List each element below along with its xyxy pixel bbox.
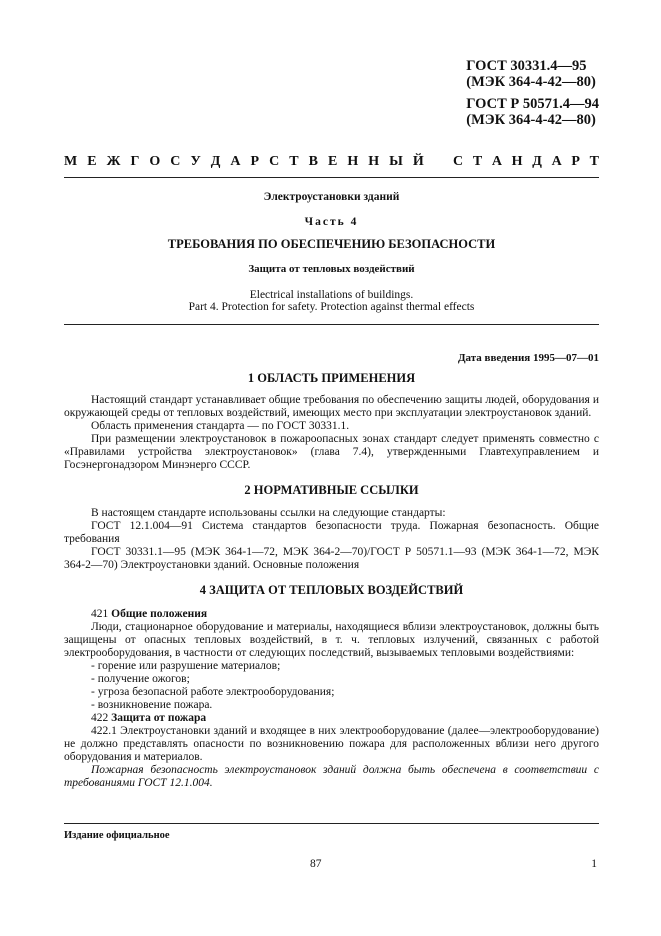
banner-letter: Е (327, 154, 338, 169)
banner-letter: С (170, 154, 181, 169)
title-rule (64, 324, 599, 325)
standard-designations (466, 58, 599, 128)
title-subject: Электроустановки зданий (263, 191, 400, 203)
clause-heading: Защита от пожара (111, 712, 207, 724)
banner-word-interstate (64, 155, 424, 168)
title-part: Часть 4 (304, 216, 359, 228)
official-edition-label: Издание официальное (64, 830, 170, 841)
header-rule (64, 177, 599, 178)
title-sub: Защита от тепловых воздействий (248, 263, 415, 275)
banner-letter: Т (589, 154, 599, 169)
banner-letter: А (551, 154, 562, 169)
standard-id: (МЭК 364-4-42—80) (466, 112, 596, 128)
banner-letter: Е (87, 154, 97, 169)
banner-letter: А (491, 154, 502, 169)
banner-letter: Р (571, 154, 580, 169)
clause-422-title (64, 712, 599, 725)
banner-letter: Т (289, 154, 299, 169)
banner-letter: Д (532, 154, 542, 169)
banner-letter: Ы (389, 154, 403, 169)
standard-id: (МЭК 364-4-42—80) (466, 74, 596, 90)
title-english-line2: Part 4. Protection for safety. Protection against thermal effects (188, 301, 475, 313)
section-4-heading: 4 ЗАЩИТА ОТ ТЕПЛОВЫХ ВОЗДЕЙСТВИЙ (199, 583, 464, 597)
banner-letter: В (308, 154, 318, 169)
introduction-date: Дата введения 1995—07—01 (457, 352, 599, 364)
banner-letter: Н (347, 154, 359, 169)
banner-letter: Н (511, 154, 523, 169)
section-1-paragraph: Настоящий стандарт устанавливает общие требования по обеспечению защиты людей, оборудования и окружающей среды от тепловых воздействий, имеющих место при эксплуатации электроустановок зданий. (64, 394, 599, 419)
clause-number: 421 (91, 608, 112, 620)
banner-letter: Г (130, 154, 140, 169)
section-2-paragraph: ГОСТ 12.1.004—91 Система стандартов безопасности труда. Пожарная безопасность. Общие требования (64, 520, 599, 545)
banner-letter: Р (250, 154, 260, 169)
banner-letter: А (230, 154, 241, 169)
list-item: - горение или разрушение материалов; (91, 660, 281, 672)
banner-word-standard (453, 155, 599, 168)
list-item: - получение ожогов; (91, 673, 190, 685)
section-1-paragraph: Область применения стандарта — по ГОСТ 30331.1. (91, 420, 350, 432)
section-1-paragraph: При размещении электроустановок в пожароопасных зонах стандарт следует применять совместно с «Правилами устройства электроустановок» (глава 7.4), утвержденными Главтехуправлением и Госэнергонадзором Минэнерго СССР. (64, 433, 599, 471)
banner-letter: О (149, 154, 161, 169)
banner-letter: Н (368, 154, 380, 169)
section-2-heading: 2 НОРМАТИВНЫЕ ССЫЛКИ (244, 483, 419, 497)
section-4-paragraph: 422.1 Электроустановки зданий и входящее в них электрооборудование (далее—электрооборудование) не должно представлять опасности по возникновению пожара для расположенных вблизи него другого оборудования и материалов. (64, 725, 599, 763)
standard-id: ГОСТ Р 50571.4—94 (466, 96, 599, 112)
section-2-paragraph: В настоящем стандарте использованы ссылки на следующие стандарты: (91, 507, 446, 519)
title-english-line1: Electrical installations of buildings. (249, 289, 414, 301)
clause-421-title (64, 608, 599, 621)
section-1-heading: 1 ОБЛАСТЬ ПРИМЕНЕНИЯ (247, 371, 416, 385)
page-number-center: 87 (310, 858, 322, 870)
banner-letter: Й (412, 154, 424, 169)
document-body (64, 352, 599, 790)
standard-id: ГОСТ 30331.4—95 (466, 58, 587, 74)
clause-number: 422 (91, 712, 112, 724)
banner-letter: Д (210, 154, 221, 169)
clause-heading: Общие положения (111, 608, 208, 620)
banner-letter: С (453, 154, 464, 169)
title-main: ТРЕБОВАНИЯ ПО ОБЕСПЕЧЕНИЮ БЕЗОПАСНОСТИ (167, 237, 496, 251)
banner-letter: М (64, 154, 78, 169)
footer-rule (64, 823, 599, 824)
banner-letter: У (190, 154, 201, 169)
list-item: - возникновение пожара. (91, 699, 213, 711)
section-4-paragraph: Люди, стационарное оборудование и материалы, находящиеся вблизи электроустановок, должны быть защищены от опасных тепловых воздействий, в т. ч. тепловых излучений, связанных с работой электрооборудования, в частности от следующих последствий, вызываемых тепловыми воздействиями: (64, 621, 599, 659)
banner-letter: С (269, 154, 280, 169)
page-number-right: 1 (591, 858, 597, 870)
section-4-paragraph: Пожарная безопасность электроустановок зданий должна быть обеспечена в соответствии с требованиями ГОСТ 12.1.004. (64, 764, 599, 789)
banner-letter: Ж (106, 154, 121, 169)
list-item: - угроза безопасной работе электрооборудования; (91, 686, 335, 698)
banner-letter: Т (472, 154, 483, 169)
interstate-standard-banner (64, 155, 599, 168)
section-2-paragraph: ГОСТ 30331.1—95 (МЭК 364-1—72, МЭК 364-2—70)/ГОСТ Р 50571.1—93 (МЭК 364-1—72, МЭК 364-2—70) Электроустановки зданий. Основные положения (64, 546, 599, 571)
